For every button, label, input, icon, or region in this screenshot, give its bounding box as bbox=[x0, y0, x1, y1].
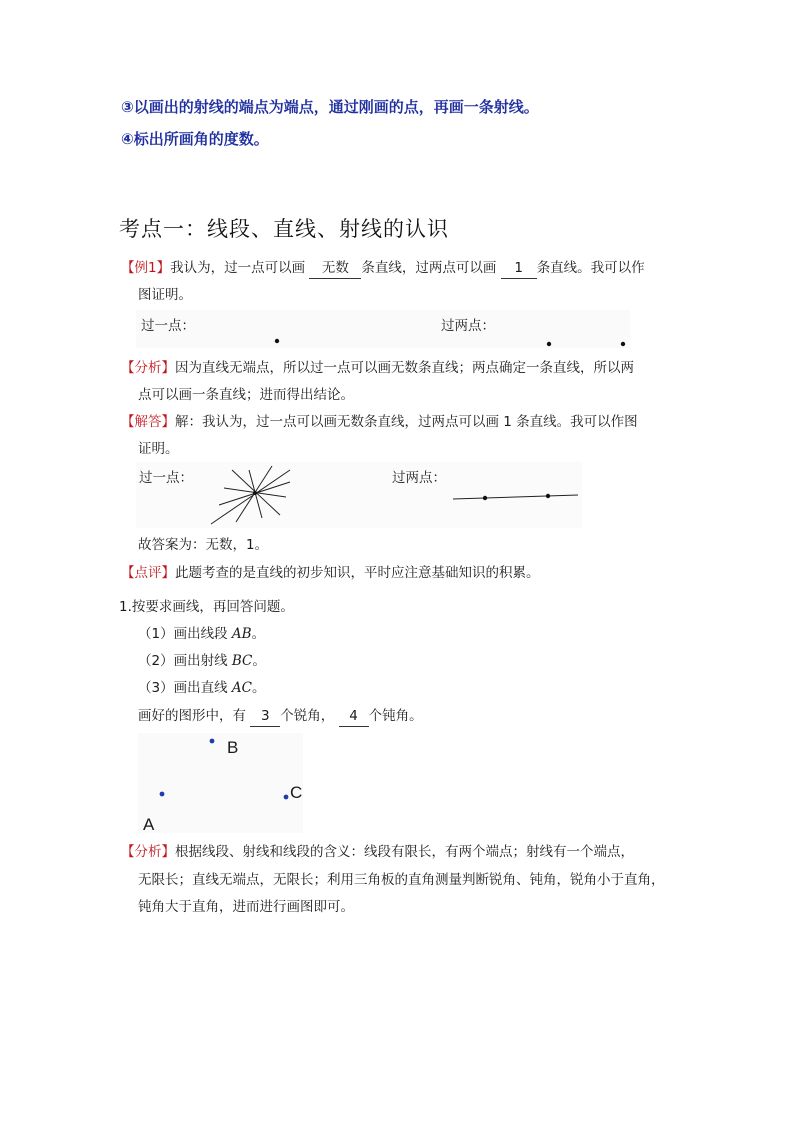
item-2-end: 。 bbox=[252, 653, 266, 669]
answer-tag: 【解答】 bbox=[121, 414, 175, 430]
answer-blank-acute-angles: 3 bbox=[250, 706, 280, 727]
step-4-text: ④标出所画角的度数。 bbox=[121, 130, 269, 148]
item-1-variable: AB bbox=[231, 626, 252, 642]
question-part-3: 条直线。我可以作 bbox=[536, 260, 645, 276]
section-title: 考点一：线段、直线、射线的认识 bbox=[119, 217, 449, 241]
analysis-text: 因为直线无端点，所以过一点可以画无数条直线；两点确定一条直线，所以两 bbox=[175, 360, 634, 376]
example-analysis-line-2: 点可以画一条直线；进而得出结论。 bbox=[138, 387, 354, 403]
point-a bbox=[160, 792, 165, 797]
comment-tag: 【点评】 bbox=[121, 565, 175, 581]
question-1-stem: 1.按要求画线，再回答问题。 bbox=[119, 599, 294, 615]
item-1-end: 。 bbox=[251, 626, 266, 642]
figure-label-one-point: 过一点： bbox=[141, 318, 195, 334]
item-3-prefix: （3）画出直线 bbox=[138, 680, 232, 696]
example-tag: 【例1】 bbox=[121, 260, 171, 276]
question-1-analysis-line-3: 钝角大于直角，进而进行画图即可。 bbox=[138, 899, 354, 915]
question-part-2: 条直线，过两点可以画 bbox=[361, 260, 497, 276]
example-answer-line-2: 证明。 bbox=[138, 441, 179, 457]
question-1-analysis-text: 根据线段、射线和线段的含义：线段有限长，有两个端点；射线有一个端点， bbox=[175, 844, 634, 860]
answer-blank-obtuse-angles: 4 bbox=[339, 706, 369, 727]
point-c bbox=[284, 795, 289, 800]
label-c: C bbox=[290, 783, 303, 802]
comment-text: 此题考查的是直线的初步知识，平时应注意基础知识的积累。 bbox=[175, 565, 540, 581]
step-3-text: ③以画出的射线的端点为端点，通过刚画的点，再画一条射线。 bbox=[121, 98, 539, 116]
answer-figure-label-one-point: 过一点： bbox=[139, 470, 193, 486]
answer-figure-label-two-points: 过两点： bbox=[392, 470, 446, 486]
result-part-3: 个钝角。 bbox=[368, 708, 423, 724]
question-line-2: 图证明。 bbox=[138, 287, 192, 303]
answer-blank-lines-through-two-points: 1 bbox=[501, 258, 537, 279]
point-b bbox=[210, 739, 215, 744]
result-part-2: 个锐角， bbox=[280, 708, 335, 724]
question-part-1: 我认为，过一点可以画 bbox=[170, 260, 306, 276]
question-1-analysis-line-1 bbox=[121, 842, 634, 862]
item-3-end: 。 bbox=[251, 680, 266, 696]
label-b: B bbox=[227, 738, 239, 757]
item-2-variable: BC bbox=[231, 653, 253, 669]
final-answer: 故答案为：无数，1。 bbox=[138, 537, 269, 553]
question-1-analysis-line-2: 无限长；直线无端点，无限长；利用三角板的直角测量判断锐角、钝角，锐角小于直角， bbox=[138, 872, 665, 888]
item-2-prefix: （2）画出射线 bbox=[138, 653, 232, 669]
answer-blank-lines-through-one-point: 无数 bbox=[309, 258, 361, 279]
item-1-prefix: （1）画出线段 bbox=[138, 626, 232, 642]
label-a: A bbox=[143, 815, 155, 834]
figure-label-two-points: 过两点： bbox=[441, 318, 495, 334]
answer-text: 解：我认为，过一点可以画无数条直线，过两点可以画 1 条直线。我可以作图 bbox=[175, 414, 638, 430]
item-3-variable: AC bbox=[231, 680, 252, 696]
result-part-1: 画好的图形中，有 bbox=[138, 708, 246, 724]
question-1-analysis-tag: 【分析】 bbox=[121, 844, 175, 860]
analysis-tag: 【分析】 bbox=[121, 360, 175, 376]
